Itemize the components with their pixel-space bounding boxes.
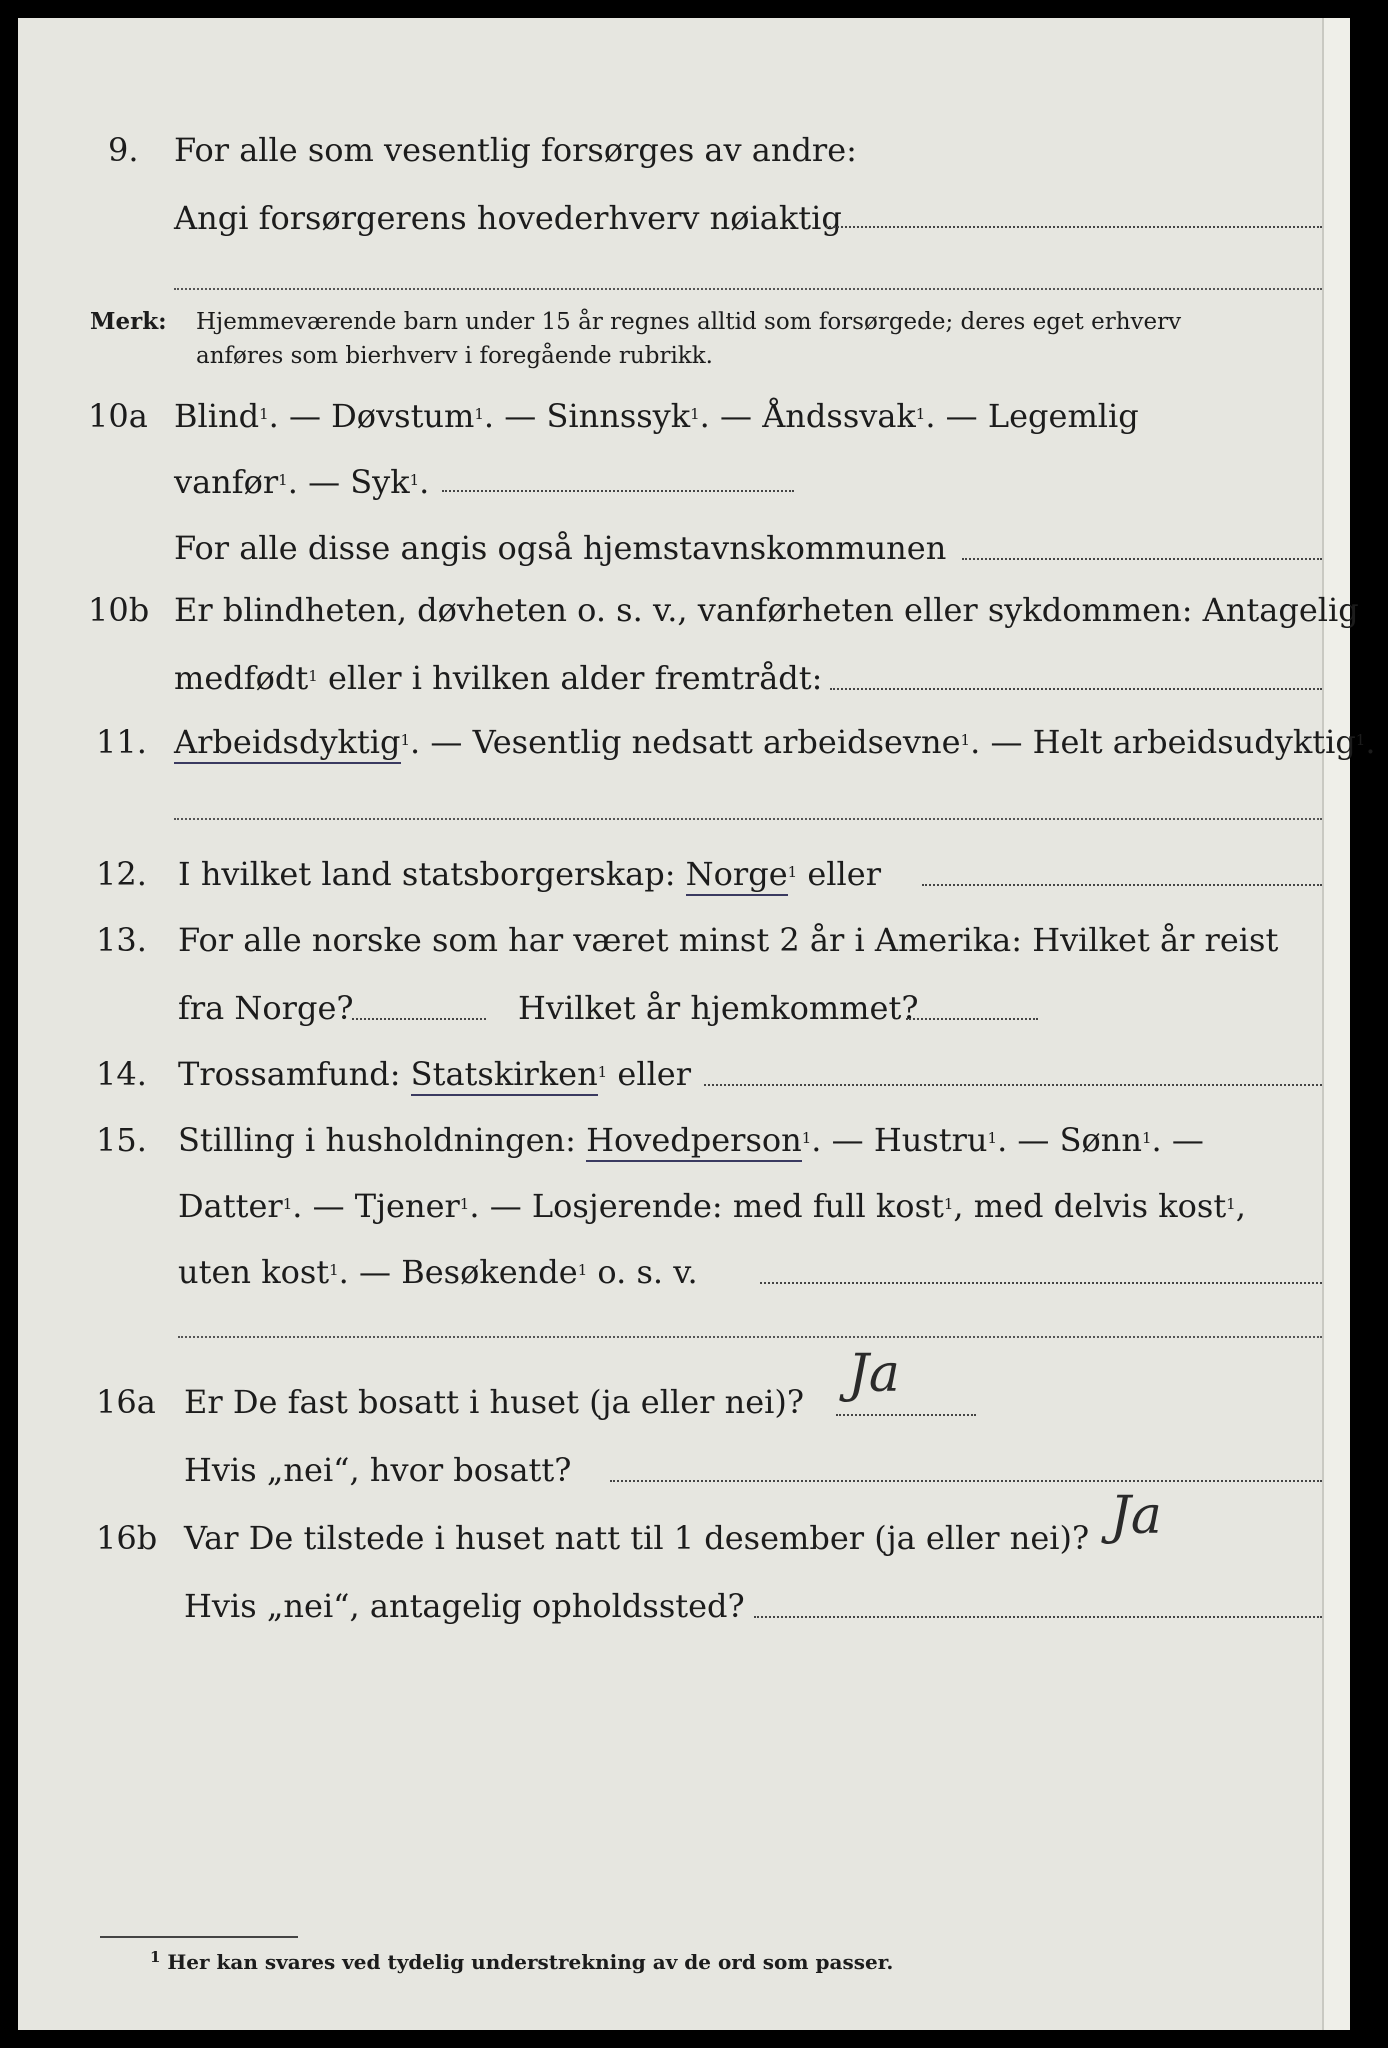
q15-option-selected[interactable]: Hovedperson (586, 1121, 802, 1162)
q10a-number: 10a (88, 397, 148, 435)
q16b-line2: Hvis „nei“, antagelig opholdssted? (184, 1587, 745, 1625)
q14-answer-line[interactable] (704, 1084, 1322, 1086)
q9-line2: Angi forsørgerens hovederhverv nøiaktig (174, 199, 842, 237)
q16a-answer-line[interactable] (836, 1414, 976, 1416)
q13-line2a: fra Norge? (178, 989, 354, 1027)
q10a-answer-line[interactable] (442, 490, 794, 492)
q13-line1: For alle norske som har været minst 2 år i Amerika: Hvilket år reist (178, 921, 1279, 959)
q16a-residence-line[interactable] (610, 1480, 1322, 1482)
q12-answer-line[interactable] (922, 884, 1322, 886)
q12-option-selected[interactable]: Norge (686, 855, 788, 896)
q10b-line2: medfødt$^1$ eller i hvilken alder fremtrådt: (174, 659, 823, 697)
q16a-number: 16a (96, 1383, 156, 1421)
q11-answer-line[interactable] (174, 818, 1322, 820)
q13-number: 13. (96, 921, 147, 959)
q10a-home-answer-line[interactable] (962, 558, 1322, 560)
q16a-line1: Er De fast bosatt i huset (ja eller nei)? (184, 1383, 805, 1421)
q11-number: 11. (96, 723, 147, 761)
q15-number: 15. (96, 1121, 147, 1159)
q9-answer-line-2[interactable] (174, 288, 1322, 290)
q16b-number: 16b (96, 1519, 158, 1557)
q16b-whereabouts-line[interactable] (754, 1616, 1322, 1618)
merk-line1: Hjemmeværende barn under 15 år regnes alltid som forsørgede; deres eget erhverv (196, 309, 1182, 335)
q13-return-year-line[interactable] (906, 1018, 1038, 1020)
q15-line2: Datter$^1$. — Tjener$^1$. — Losjerende: med full kost$^1$, med delvis kost$^1$, (178, 1187, 1246, 1225)
q10a-options-2: vanfør$^1$. — Syk$^1$. (174, 463, 430, 501)
q10b-line1: Er blindheten, døvheten o. s. v., vanførheten eller sykdommen: Antagelig (174, 591, 1359, 629)
merk-line2: anføres som bierhverv i foregående rubrikk. (196, 343, 713, 369)
q13-line2b: Hvilket år hjemkommet? (518, 989, 919, 1027)
q16b-line1: Var De tilstede i huset natt til 1 desember (ja eller nei)? (184, 1519, 1090, 1557)
q12-number: 12. (96, 855, 147, 893)
footnote: $^1$ Her kan svares ved tydelig understrekning av de ord som passer. (150, 1948, 894, 1974)
q10a-options: Blind$^1$. — Døvstum$^1$. — Sinnssyk$^1$. — Åndssvak$^1$. — Legemlig (174, 397, 1139, 435)
q10a-home-municipality: For alle disse angis også hjemstavnskommunen (174, 529, 947, 567)
q12-text: I hvilket land statsborgerskap: Norge$^1$ eller (178, 854, 881, 894)
q10b-number: 10b (88, 591, 150, 629)
footnote-rule (100, 1936, 298, 1938)
q14-option-selected[interactable]: Statskirken (411, 1055, 598, 1096)
q9-number: 9. (108, 131, 139, 169)
q15-answer-line-2[interactable] (178, 1336, 1322, 1338)
q11-option-selected[interactable]: Arbeidsdyktig (174, 723, 401, 764)
q15-answer-line[interactable] (760, 1282, 1322, 1284)
q11-options: Arbeidsdyktig$^1$. — Vesentlig nedsatt arbeidsevne$^1$. — Helt arbeidsudyktig$^1$. (174, 722, 1376, 762)
q9-answer-line[interactable] (826, 226, 1322, 228)
q16b-handwritten-answer: Ja (1110, 1486, 1162, 1546)
merk-label: Merk: (90, 308, 167, 335)
q16a-line2: Hvis „nei“, hvor bosatt? (184, 1451, 572, 1489)
q15-line1: Stilling i husholdningen: Hovedperson$^1$. — Hustru$^1$. — Sønn$^1$. — (178, 1120, 1204, 1160)
q14-number: 14. (96, 1055, 147, 1093)
census-form-page (18, 18, 1376, 2030)
q15-line3: uten kost$^1$. — Besøkende$^1$ o. s. v. (178, 1253, 698, 1291)
q13-left-year-line[interactable] (352, 1018, 486, 1020)
q16a-handwritten-answer: Ja (848, 1344, 900, 1404)
q9-line1: For alle som vesentlig forsørges av andre: (174, 131, 857, 169)
page-edge (1322, 18, 1350, 2030)
q14-text: Trossamfund: Statskirken$^1$ eller (178, 1054, 691, 1094)
q10b-answer-line[interactable] (830, 688, 1322, 690)
